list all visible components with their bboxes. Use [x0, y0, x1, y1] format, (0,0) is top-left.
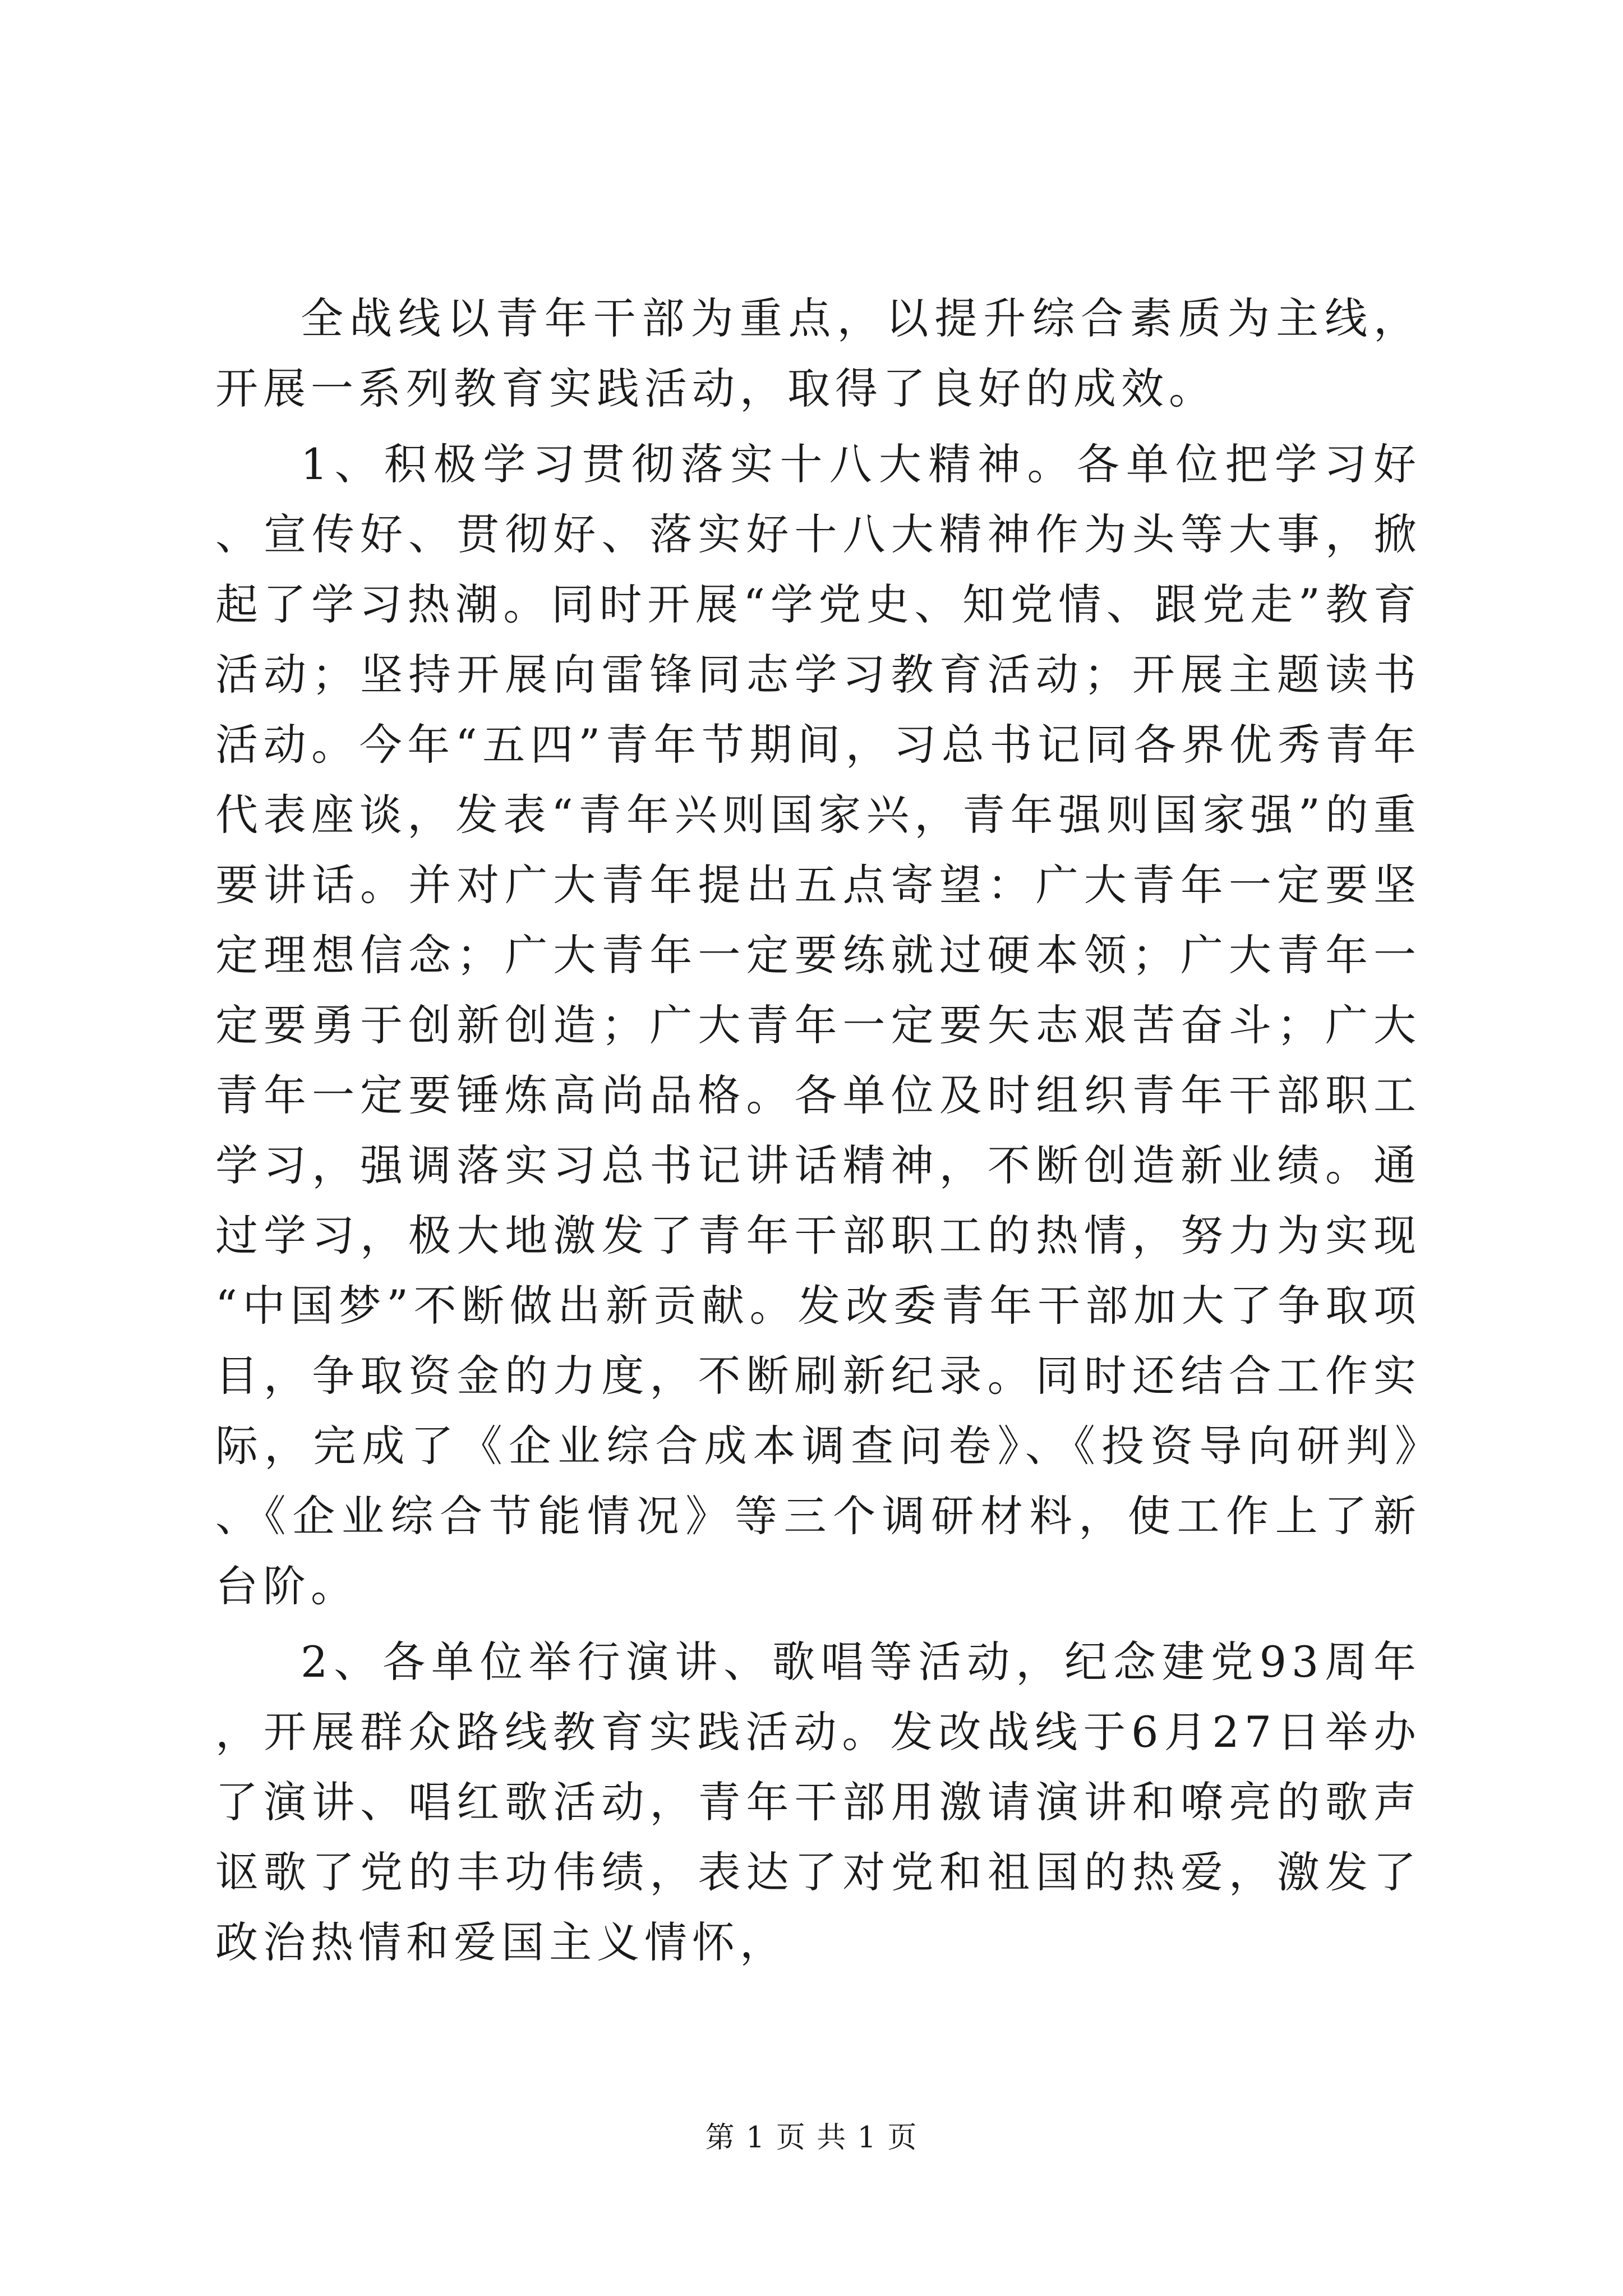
paragraph-intro: 全战线以青年干部为重点，以提升综合素质为主线，开展一系列教育实践活动，取得了良好的成效。 [215, 293, 1421, 413]
paragraph-item-2: 2、各单位举行演讲、歌唱等活动，纪念建党93周年，开展群众路线教育实践活动。发改战线于6月27日举办了演讲、唱红歌活动，青年干部用激请演讲和嘹亮的歌声讴歌了党的丰功伟绩，表达了对党和祖国的热爱，激发了政治热情和爱国主义情怀， [215, 1637, 1421, 1967]
page-number-footer: 第 1 页 共 1 页 [705, 2121, 918, 2155]
paragraph-item-1: 1、积极学习贯彻落实十八大精神。各单位把学习好、宣传好、贯彻好、落实好十八大精神作为头等大事，掀起了学习热潮。同时开展“学党史、知党情、跟党走”教育活动；坚持开展向雷锋同志学习教育活动；开展主题读书活动。今年“五四”青年节期间，习总书记同各界优秀青年代表座谈，发表“青年兴则国家兴，青年强则国家强”的重要讲话。并对广大青年提出五点寄望：广大青年一定要坚定理想信念；广大青年一定要练就过硬本领；广大青年一定要勇于创新创造；广大青年一定要矢志艰苦奋斗；广大青年一定要锤炼高尚品格。各单位及时组织青年干部职工学习，强调落实习总书记讲话精神，不断创造新业绩。通过学习，极大地激发了青年干部职工的热情，努力为实现“中国梦”不断做出新贡献。发改委青年干部加大了争取项目，争取资金的力度，不断刷新纪录。同时还结合工作实际，完成了《企业综合成本调查问卷》、《投资导向研判》、《企业综合节能情况》等三个调研材料，使工作上了新台阶。 [215, 439, 1421, 1611]
document-body [215, 283, 1421, 1983]
